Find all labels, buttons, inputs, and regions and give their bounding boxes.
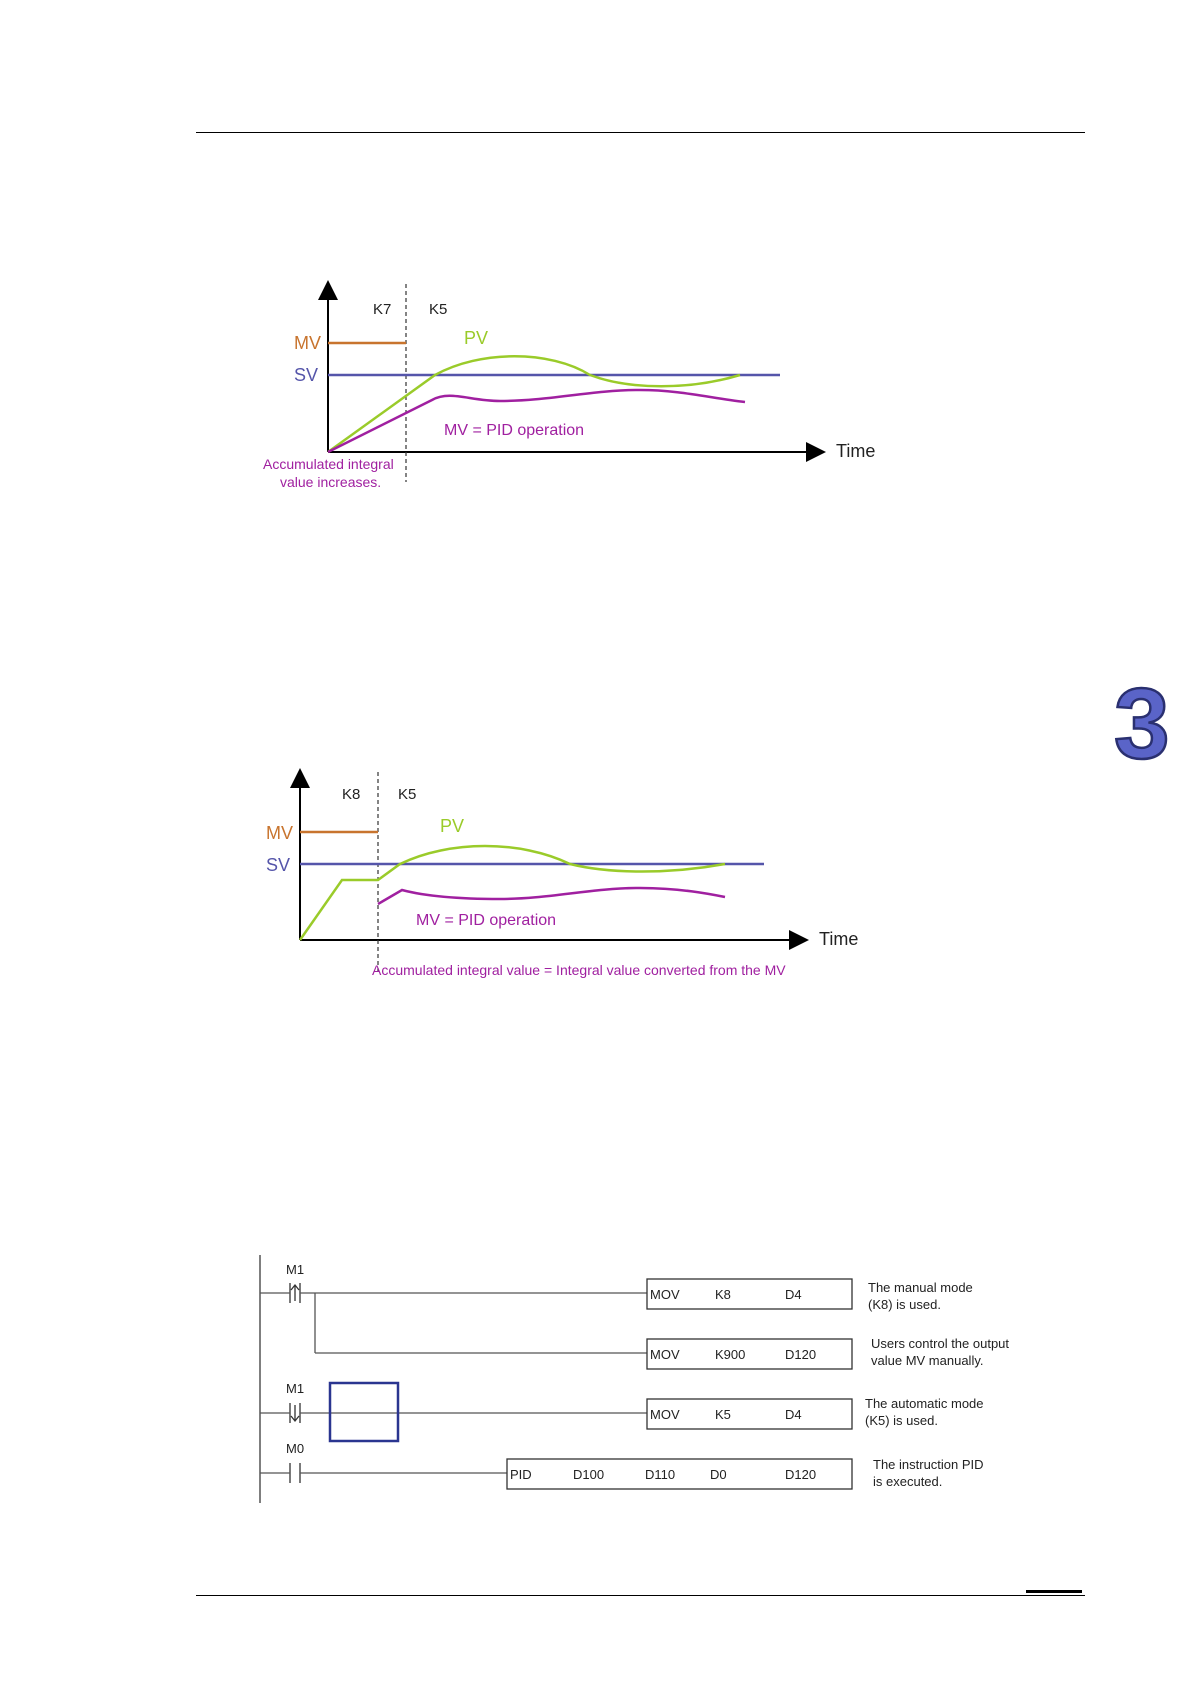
figure-1-mode-switch-k7-k5 xyxy=(250,270,900,500)
mode-after-label: K5 xyxy=(429,301,448,318)
rung4-dst: D120 xyxy=(785,1467,817,1482)
ladder-diagram xyxy=(250,1255,1050,1515)
mode-after-label: K5 xyxy=(398,786,417,803)
rung3-src: K5 xyxy=(715,1407,731,1422)
rung2-op: MOV xyxy=(650,1347,680,1362)
highlight-box xyxy=(330,1383,398,1441)
chapter-number: 3 xyxy=(1114,668,1170,780)
sv-axis-label: SV xyxy=(294,365,319,385)
rung2-dst: D120 xyxy=(785,1347,817,1362)
mode-before-label: K7 xyxy=(373,301,392,318)
rung1-op: MOV xyxy=(650,1287,680,1302)
integral-note-line1: Accumulated integral xyxy=(263,456,394,472)
pid-mv-curve xyxy=(328,390,745,452)
page-number-mark xyxy=(1026,1590,1082,1593)
rung4-op: PID xyxy=(510,1467,532,1482)
rung4-s3: D0 xyxy=(710,1467,727,1482)
rung1-src: K8 xyxy=(715,1287,731,1302)
rung4-contact-label: M0 xyxy=(286,1441,305,1456)
rung1-contact-label: M1 xyxy=(286,1262,305,1277)
integral-note-line2: value increases. xyxy=(280,474,382,490)
rising-edge-contact xyxy=(290,1283,300,1303)
pid-operation-label: MV = PID operation xyxy=(444,422,585,439)
pid-operation-label: MV = PID operation xyxy=(416,912,557,929)
time-axis-label: Time xyxy=(836,441,876,461)
rung4-comment-line1: The instruction PID xyxy=(873,1457,984,1472)
rung3-comment-line2: (K5) is used. xyxy=(865,1413,938,1428)
mv-axis-label: MV xyxy=(266,823,293,843)
rung1-comment-line2: (K8) is used. xyxy=(868,1297,941,1312)
rung1-dst: D4 xyxy=(785,1287,802,1302)
rung1-comment-line1: The manual mode xyxy=(868,1280,973,1295)
rung3-comment-line1: The automatic mode xyxy=(865,1396,984,1411)
normally-open-contact xyxy=(290,1463,300,1483)
footer-rule xyxy=(196,1595,1085,1596)
mode-before-label: K8 xyxy=(342,786,361,803)
rung4-s1: D100 xyxy=(573,1467,605,1482)
sv-axis-label: SV xyxy=(266,855,291,875)
integral-note: Accumulated integral value = Integral value converted from the MV xyxy=(372,962,786,978)
falling-edge-contact xyxy=(290,1403,300,1423)
rung3-op: MOV xyxy=(650,1407,680,1422)
rung3-contact-label: M1 xyxy=(286,1381,305,1396)
pv-label: PV xyxy=(464,328,489,348)
chapter-tab xyxy=(1110,668,1170,780)
time-axis-label: Time xyxy=(819,929,859,949)
rung3-dst: D4 xyxy=(785,1407,802,1422)
rung2-comment-line2: value MV manually. xyxy=(871,1353,984,1368)
rung4-s2: D110 xyxy=(645,1467,676,1482)
pid-mv-curve xyxy=(378,888,725,904)
rung2-src: K900 xyxy=(715,1347,746,1362)
rung4-comment-line2: is executed. xyxy=(873,1474,943,1489)
mv-axis-label: MV xyxy=(294,333,321,353)
pv-label: PV xyxy=(440,816,465,836)
rung2-comment-line1: Users control the output xyxy=(871,1336,1010,1351)
figure-2-mode-switch-k8-k5 xyxy=(250,762,900,992)
header-rule xyxy=(196,132,1085,133)
